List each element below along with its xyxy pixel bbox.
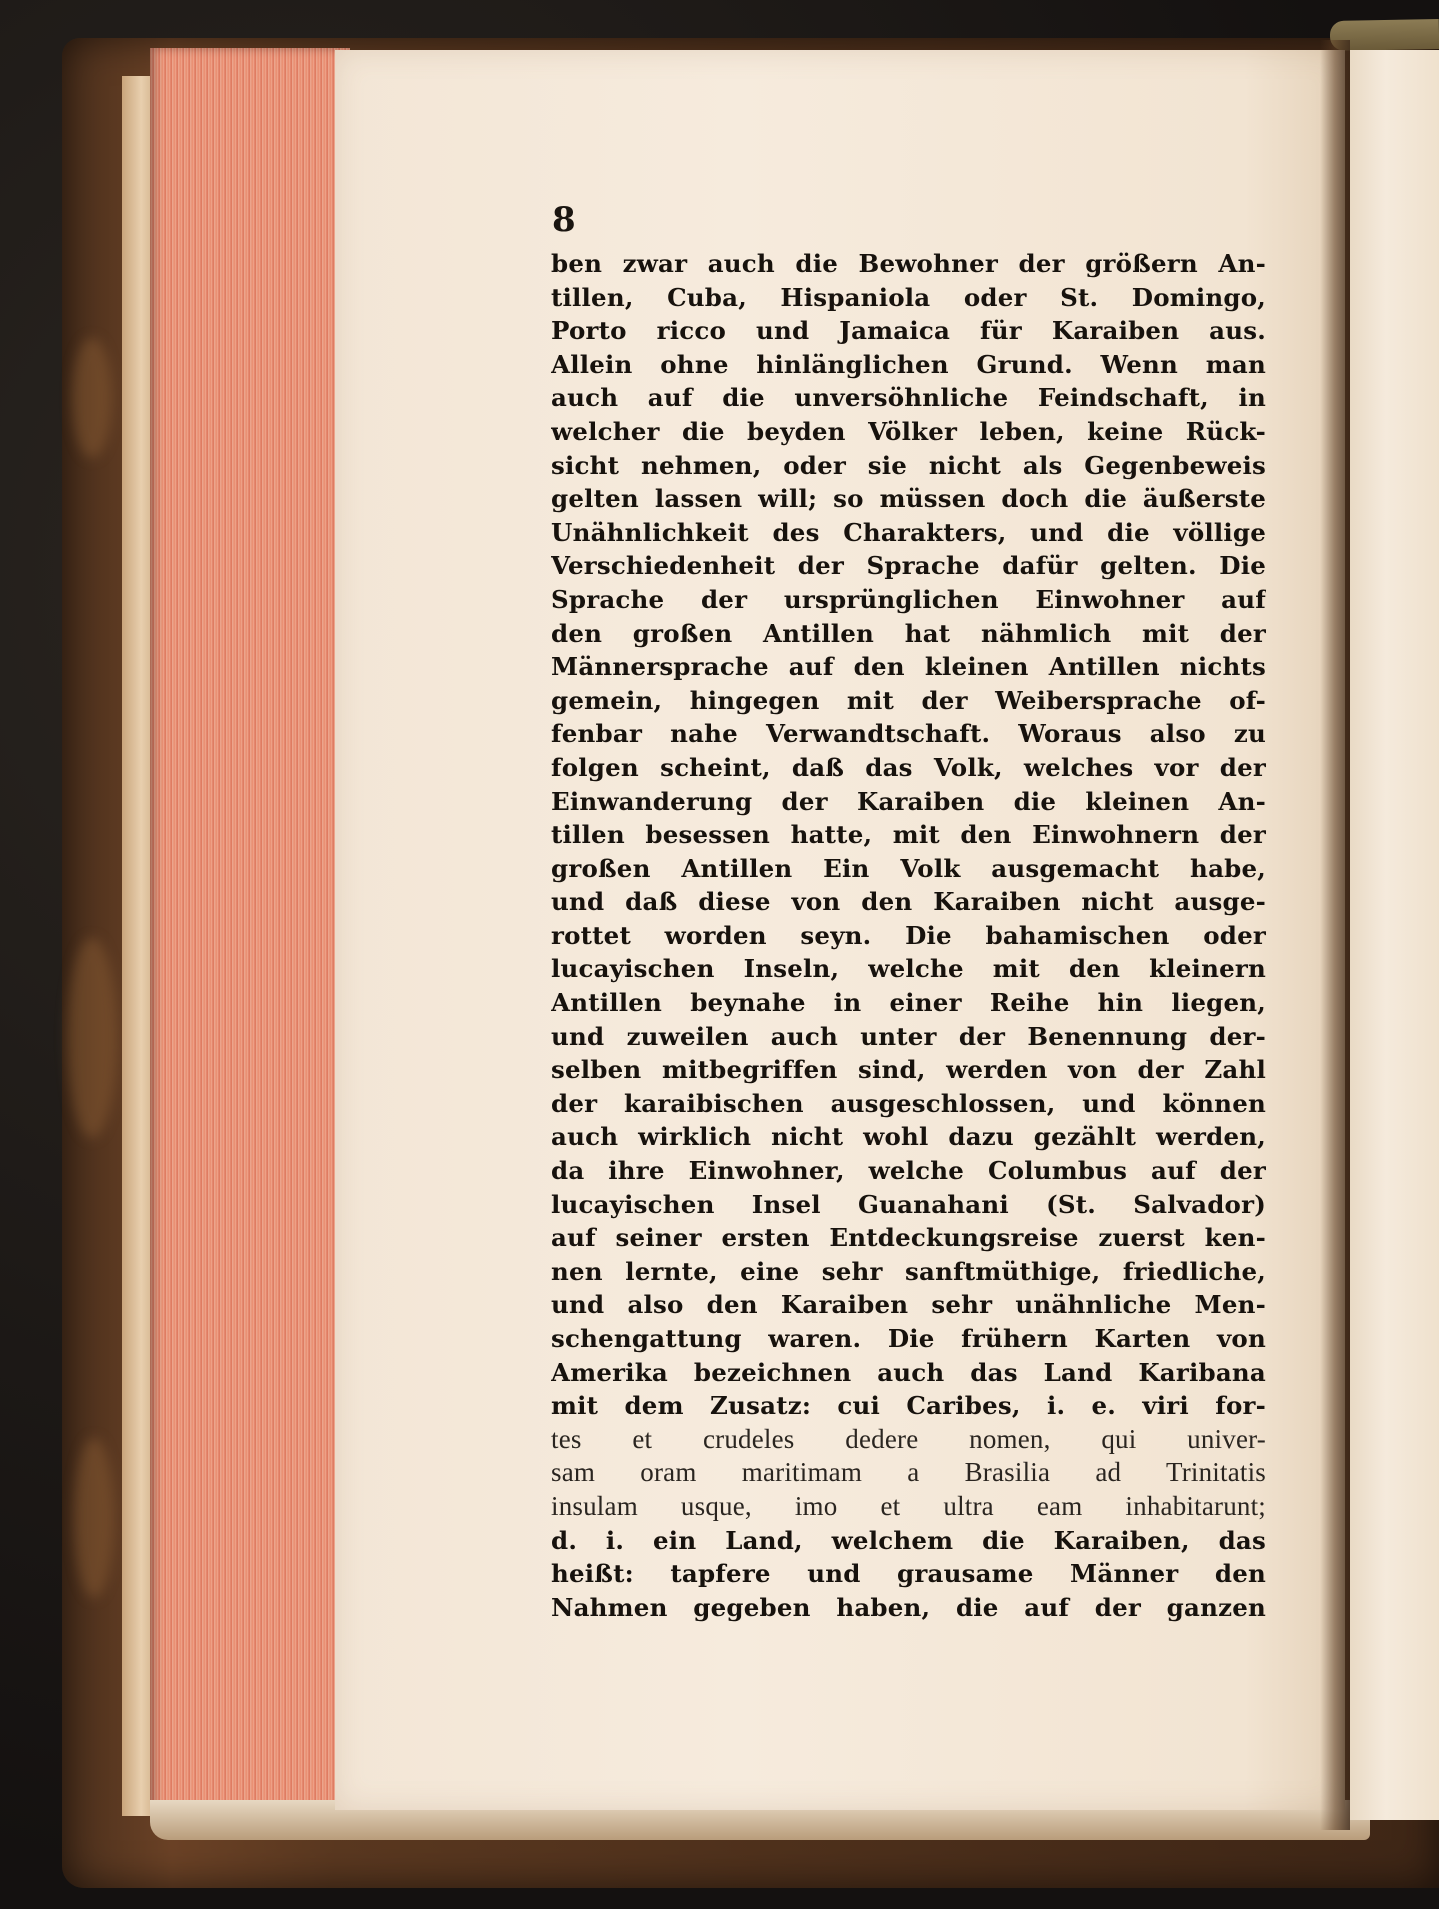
text-line: Männersprache auf den kleinen Antillen nichts <box>551 652 1266 682</box>
text-line: auch wirklich nicht wohl dazu gezählt werden, <box>551 1122 1266 1152</box>
page-gutter <box>1320 40 1350 1830</box>
text-line: heißt: tapfere und grausame Männer den <box>551 1559 1266 1589</box>
text-line: fenbar nahe Verwandtschaft. Woraus also zu <box>551 719 1266 749</box>
text-line: Verschiedenheit der Sprache dafür gelten. Die <box>551 551 1266 581</box>
text-line: rottet worden seyn. Die bahamischen oder <box>551 920 1266 950</box>
text-line: großen Antillen Ein Volk ausgemacht habe, <box>551 853 1266 883</box>
text-line: den großen Antillen hat nähmlich mit der <box>551 618 1266 648</box>
text-line: tillen besessen hatte, mit den Einwohnern der <box>551 820 1266 850</box>
page-text <box>551 247 1266 1624</box>
facing-page <box>1350 50 1439 1820</box>
text-line: und daß diese von den Karaiben nicht ausge- <box>551 887 1266 917</box>
page-number: 8 <box>552 200 576 240</box>
text-line: da ihre Einwohner, welche Columbus auf der <box>551 1156 1266 1186</box>
text-line: auf seiner ersten Entdeckungsreise zuerst ken- <box>551 1223 1266 1253</box>
text-line: Antillen beynahe in einer Reihe hin liegen, <box>551 988 1266 1018</box>
text-line: Porto ricco und Jamaica für Karaiben aus. <box>551 316 1266 346</box>
text-line: Einwanderung der Karaiben die kleinen An- <box>551 786 1266 816</box>
text-line: folgen scheint, daß das Volk, welches vor der <box>551 752 1266 782</box>
text-line: gemein, hingegen mit der Weibersprache of- <box>551 685 1266 715</box>
text-line: Allein ohne hinlänglichen Grund. Wenn man <box>551 349 1266 379</box>
text-line: und also den Karaiben sehr unähnliche Men- <box>551 1290 1266 1320</box>
text-line: selben mitbegriffen sind, werden von der Zahl <box>551 1055 1266 1085</box>
text-line-latin: insulam usque, imo et ultra eam inhabitarunt; <box>551 1490 1266 1521</box>
red-page-edges <box>150 48 350 1818</box>
text-line: schengattung waren. Die frühern Karten von <box>551 1324 1266 1353</box>
text-line: nen lernte, eine sehr sanftmüthige, friedliche, <box>551 1256 1266 1286</box>
text-line: lucayischen Insel Guanahani (St. Salvador) <box>551 1189 1266 1219</box>
text-line-latin: sam oram maritimam a Brasilia ad Trinitatis <box>551 1457 1266 1488</box>
text-line: Unähnlichkeit des Charakters, und die völlige <box>551 517 1266 547</box>
text-line: Nahmen gegeben haben, die auf der ganzen <box>551 1592 1266 1622</box>
text-line: tillen, Cuba, Hispaniola oder St. Domingo, <box>551 282 1266 312</box>
text-line: d. i. ein Land, welchem die Karaiben, das <box>551 1525 1266 1555</box>
text-line: Amerika bezeichnen auch das Land Karibana <box>551 1357 1266 1387</box>
text-line: Sprache der ursprünglichen Einwohner auf <box>551 584 1266 614</box>
text-line: mit dem Zusatz: cui Caribes, i. e. viri for- <box>551 1391 1266 1421</box>
text-line: der karaibischen ausgeschlossen, und können <box>551 1088 1266 1118</box>
text-line: auch auf die unversöhnliche Feindschaft, in <box>551 383 1266 413</box>
text-line: gelten lassen will; so müssen doch die äußerste <box>551 484 1266 514</box>
text-line: sicht nehmen, oder sie nicht als Gegenbeweis <box>551 450 1266 480</box>
text-line: und zuweilen auch unter der Benennung der- <box>551 1021 1266 1051</box>
text-line: welcher die beyden Völker leben, keine Rück- <box>551 416 1266 446</box>
text-line-latin: tes et crudeles dedere nomen, qui univer- <box>551 1423 1266 1454</box>
text-line: lucayischen Inseln, welche mit den kleinern <box>551 954 1266 984</box>
text-line: ben zwar auch die Bewohner der größern An- <box>551 249 1266 278</box>
